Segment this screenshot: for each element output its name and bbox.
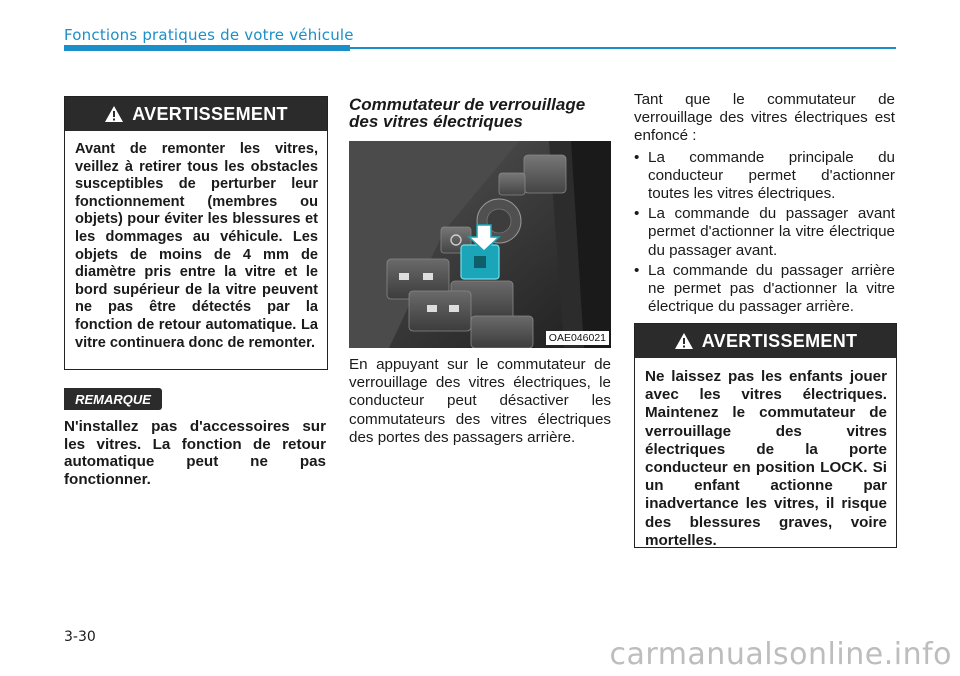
section-paragraph: En appuyant sur le commutateur de verrouillage des vitres électriques, le conducteur peut désactiver les commutateurs des vitres électriques des portes des passagers arrière. — [349, 356, 611, 446]
intro-paragraph: Tant que le commutateur de verrouillage des vitres électriques est enfoncé : — [634, 91, 895, 145]
bullet-item: • La commande principale du conducteur permet d'actionner toutes les vitres électriques. — [634, 149, 895, 204]
warning-triangle-icon — [104, 105, 124, 123]
section-title: Commutateur de verrouillage des vitres électriques — [349, 95, 586, 131]
figure-code: OAE046021 — [546, 331, 609, 345]
warning-triangle-icon — [674, 332, 694, 350]
warning-box-left — [64, 96, 328, 370]
warning-text: Avant de remonter les vitres, veillez à retirer tous les obstacles susceptibles de perturber leur fonctionnement (membres ou objets) pour éviter les blessures et les dommages au véhicule. Les objets de moins de 4 mm de diamètre pris entre la vitre et le bord supérieur de la vitre peuvent ne pas être détectés par la fonction de retour automatique. La vitre continuera donc de remonter. — [75, 141, 318, 351]
page-number: 3-30 — [64, 629, 96, 645]
bullet-item: • La commande du passager avant permet d'actionner la vitre électrique du passager avant. — [634, 205, 895, 260]
warning-heading: AVERTISSEMENT — [701, 330, 858, 351]
warning-heading: AVERTISSEMENT — [132, 103, 288, 124]
watermark: carmanualsonline.info — [609, 637, 952, 672]
bullet-item: • La commande du passager arrière ne permet pas d'actionner la vitre électrique du passager arrière. — [634, 262, 895, 317]
warning-text: Ne laissez pas les enfants jouer avec les vitres électriques. Maintenez le commutateur de verrouillage des vitres électriques de la porte conducteur en position LOCK. Si un enfant actionne par inadvertance les vitres, il risque des blessures graves, voire mortelles. — [645, 368, 887, 549]
remark-text: N'installez pas d'accessoires sur les vitres. La fonction de retour automatique peut ne pas fonctionner. — [64, 418, 326, 488]
chapter-rule-thick — [64, 45, 350, 51]
window-lock-switch-figure — [349, 141, 611, 348]
door-switch-illustration — [349, 141, 611, 348]
remark-badge: REMARQUE — [64, 388, 162, 410]
warning-box-right — [634, 323, 897, 548]
bullet-list — [634, 149, 895, 317]
chapter-rule-thin — [350, 47, 896, 49]
right-column-text — [634, 91, 895, 318]
warning-header — [65, 97, 327, 131]
warning-header — [635, 324, 896, 358]
chapter-title: Fonctions pratiques de votre véhicule — [64, 26, 354, 44]
